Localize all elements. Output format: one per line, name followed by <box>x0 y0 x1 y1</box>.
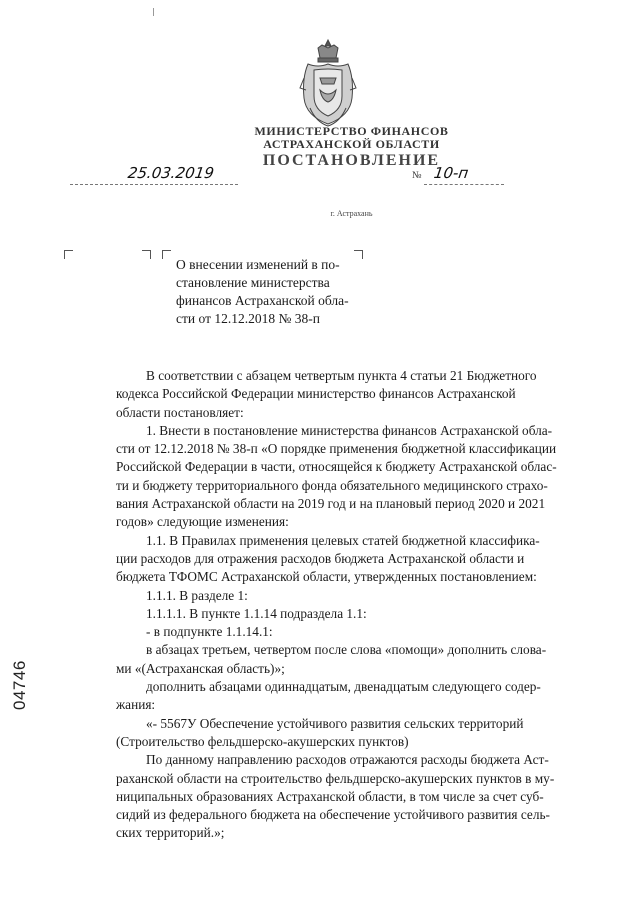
body-line: сидий из федерального бюджета на обеспечение устойчивого развития сель- <box>116 807 550 823</box>
body-line: Российской Федерации в части, относящейся к бюджету Астраханской облас- <box>116 459 557 475</box>
body-line: (Строительство фельдшерско-акушерских пунктов) <box>116 733 409 749</box>
body-line: - в подпункте 1.1.14.1: <box>146 624 273 640</box>
body-line: ции расходов для отражения расходов бюджета Астраханской области и <box>116 550 525 566</box>
body-line: в абзацах третьем, четвертом после слова «помощи» дополнить слова- <box>146 642 547 658</box>
body-line: В соответствии с абзацем четвертым пункта 4 статьи 21 Бюджетного <box>146 368 537 383</box>
body-line: 1.1. В Правилах применения целевых статей бюджетной классифика- <box>146 532 540 548</box>
document-number: 10-п <box>432 164 470 182</box>
subject-line: сти от 12.12.2018 № 38-п <box>176 311 320 326</box>
scan-mark <box>153 8 154 16</box>
ministry-name-line2: АСТРАХАНСКОЙ ОБЛАСТИ <box>263 137 440 151</box>
date-field <box>70 166 238 185</box>
coat-of-arms-icon <box>296 38 360 128</box>
body-line: ских территорий.»; <box>116 825 225 841</box>
corner-mark <box>64 250 73 259</box>
body-line: ми «(Астраханская область)»; <box>116 660 285 676</box>
corner-mark <box>142 250 151 259</box>
body-line: дополнить абзацами одиннадцатым, двенадцатым следующего содер- <box>146 679 541 695</box>
corner-mark <box>162 250 171 259</box>
subject-line: финансов Астраханской обла- <box>176 293 349 308</box>
subject-line: О внесении изменений в по- <box>176 257 340 272</box>
body-line: «- 5567У Обеспечение устойчивого развития сельских территорий <box>146 715 524 731</box>
body-line: 1.1.1. В разделе 1: <box>146 587 248 603</box>
body-line: годов» следующие изменения: <box>116 514 289 530</box>
registration-number: 04746 <box>10 660 29 710</box>
body-line: жания: <box>116 697 156 713</box>
body-line: ти и бюджету территориального фонда обязательного медицинского страхо- <box>116 477 548 493</box>
number-field <box>424 166 504 185</box>
document-date: 25.03.2019 <box>126 164 216 182</box>
body-line: 1.1.1.1. В пункте 1.1.14 подраздела 1.1: <box>146 605 367 621</box>
body-line: области постановляет: <box>116 404 244 420</box>
subject-line: становление министерства <box>176 275 330 290</box>
body-line: ниципальных образованиях Астраханской области, в том числе за счет суб- <box>116 788 544 804</box>
document-body <box>116 367 584 843</box>
body-line: кодекса Российской Федерации министерство финансов Астраханской <box>116 386 516 402</box>
ministry-name-line1: МИНИСТЕРСТВО ФИНАНСОВ <box>254 124 449 138</box>
body-line: По данному направлению расходов отражаются расходы бюджета Аст- <box>146 752 549 768</box>
body-line: сти от 12.12.2018 № 38-п «О порядке применения бюджетной классификации <box>116 441 557 457</box>
city: г. Астрахань <box>330 209 373 218</box>
body-line: вания Астраханской области на 2019 год и на плановый период 2020 и 2021 <box>116 496 546 512</box>
body-line: 1. Внести в постановление министерства финансов Астраханской обла- <box>146 422 553 438</box>
document-subject <box>176 256 376 328</box>
number-label: № <box>412 170 422 181</box>
document-type: ПОСТАНОВЛЕНИЕ <box>262 152 441 169</box>
body-line: бюджета ТФОМС Астраханской области, утвержденных постановлением: <box>116 569 537 585</box>
body-line: раханской области на строительство фельдшерско-акушерских пунктов в му- <box>116 770 555 786</box>
